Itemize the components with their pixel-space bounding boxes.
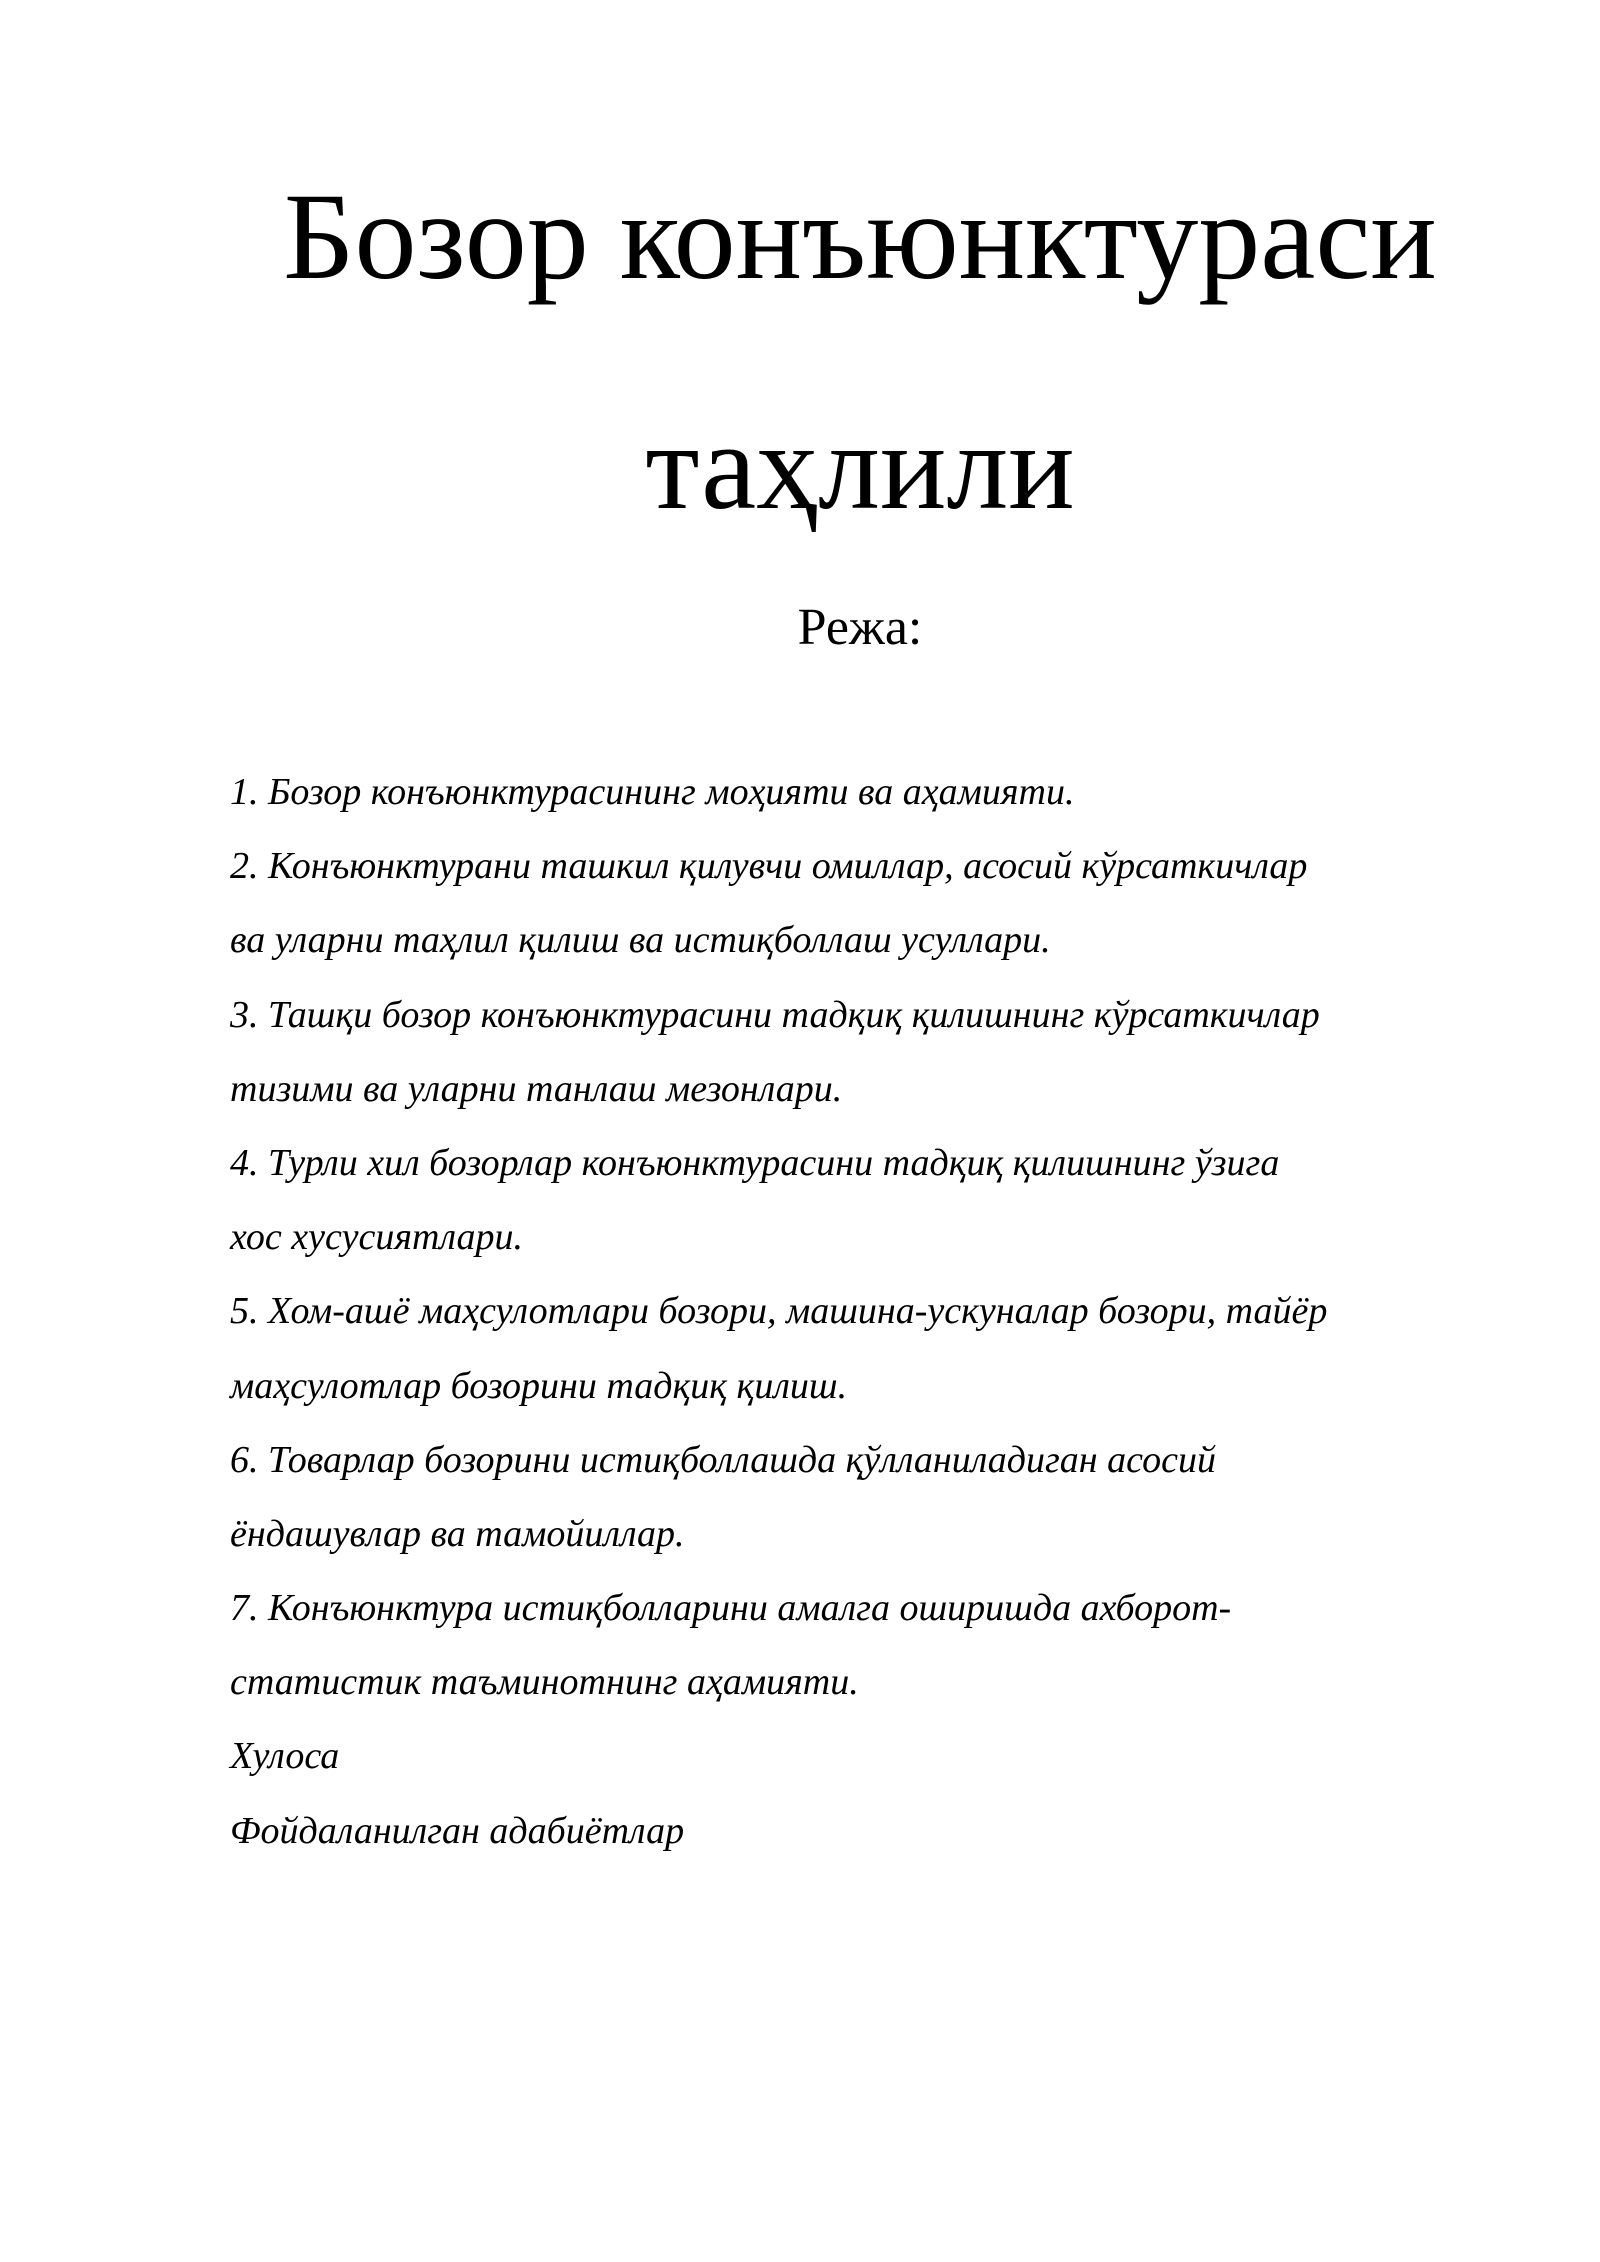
plan-line: 6. Товарлар бозорини истиқболлашда қўлланиладиган асосий (230, 1438, 1216, 1481)
plan-line: статистик таъминотнинг аҳамияти. (230, 1661, 859, 1704)
plan-line: 7. Конъюнктура истиқболларини амалга оширишда ахборот- (230, 1587, 1232, 1630)
plan-list (230, 764, 1530, 1877)
plan-heading: Режа: (797, 599, 923, 656)
plan-line: Хулоса (230, 1735, 340, 1778)
plan-line: 5. Хом-ашё маҳсулотлари бозори, машина-ускуналар бозори, тайёр (230, 1290, 1328, 1333)
plan-line: хос хусусиятлари. (230, 1216, 523, 1259)
document-title-line-2: таҳлили (645, 398, 1075, 535)
plan-line: ёндашувлар ва тамойиллар. (230, 1512, 685, 1555)
plan-line: 1. Бозор конъюнктурасининг моҳияти ва аҳамияти. (230, 771, 1075, 813)
plan-line: тизими ва уларни танлаш мезонлари. (230, 1067, 843, 1110)
plan-line: ва уларни таҳлил қилиш ва истиқболлаш усуллари. (230, 919, 1051, 962)
plan-line: 3. Ташқи бозор конъюнктурасини тадқиқ қилишнинг кўрсаткичлар (230, 993, 1320, 1036)
plan-line: маҳсулотлар бозорини тадқиқ қилиш. (230, 1364, 848, 1407)
plan-line: 4. Турли хил бозорлар конъюнктурасини тадқиқ қилишнинг ўзига (230, 1141, 1280, 1184)
plan-line: 2. Конъюнктурани ташкил қилувчи омиллар, асосий кўрсаткичлар (230, 845, 1308, 888)
document-title-line-1: Бозор конъюнктураси (283, 168, 1437, 305)
plan-line: Фойдаланилган адабиётлар (230, 1809, 685, 1852)
